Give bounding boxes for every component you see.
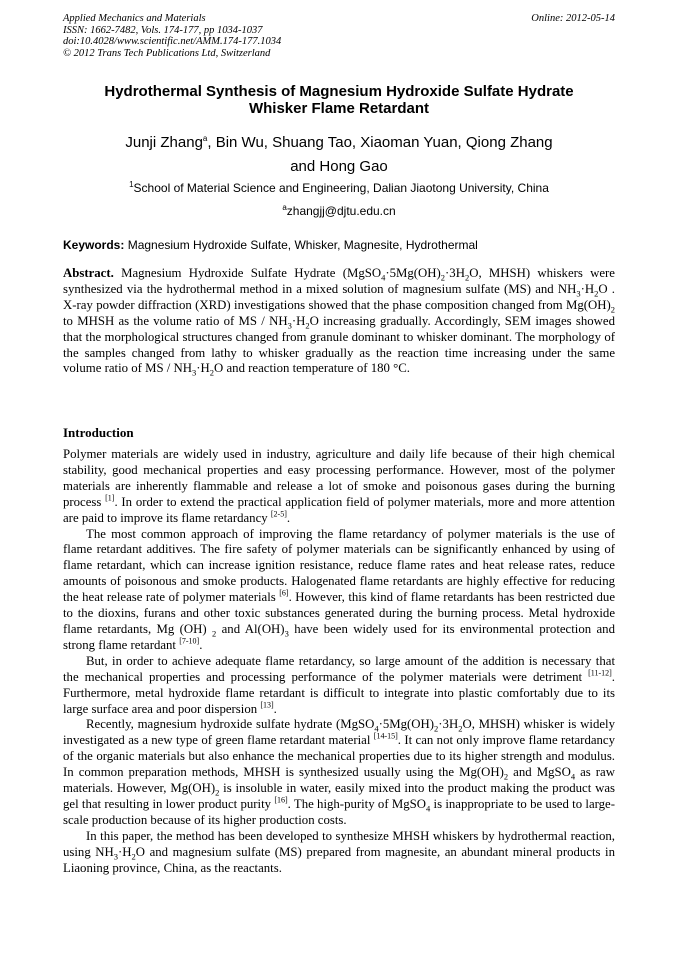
paragraph-text: ·H bbox=[118, 844, 132, 859]
affiliation bbox=[63, 181, 615, 196]
paragraph-text: . bbox=[199, 637, 203, 652]
abstract bbox=[63, 266, 615, 377]
citation: [11-12] bbox=[588, 668, 612, 678]
abstract-label: Abstract. bbox=[63, 266, 114, 280]
subscript: 2 bbox=[594, 288, 599, 299]
keywords-label: Keywords: bbox=[63, 238, 125, 252]
paragraph-text: . bbox=[273, 701, 277, 716]
abstract-text: ·H bbox=[196, 361, 210, 376]
subscript: 2 bbox=[503, 771, 509, 782]
subscript: 4 bbox=[570, 771, 576, 782]
paragraph-text: . The high-purity of MgSO bbox=[287, 796, 426, 811]
subscript: 3 bbox=[192, 367, 197, 378]
abstract-text: ·5Mg(OH) bbox=[385, 266, 441, 280]
author-affil-mark: a bbox=[202, 134, 208, 143]
paper-title bbox=[63, 83, 615, 117]
subscript: 3 bbox=[576, 288, 581, 299]
title-line-2: Whisker Flame Retardant bbox=[248, 100, 430, 117]
subscript: 2 bbox=[305, 320, 310, 331]
paragraph-4 bbox=[63, 717, 615, 828]
paragraph-text: In this paper, the method has been developed to synthesize MHSH whiskers by hydrothermal reaction, using NH bbox=[63, 828, 615, 859]
paragraph-text: have been widely used for its environmental protection and strong flame retardant bbox=[63, 621, 615, 652]
section-heading-introduction: Introduction bbox=[63, 425, 134, 440]
paragraph-text: But, in order to achieve adequate flame retardancy, so large amount of the addition is necessary that the mechanical properties and processing performance of the polymer materials were detriment bbox=[63, 653, 615, 684]
citation: [6] bbox=[279, 588, 289, 598]
abstract-text: ·H bbox=[291, 313, 306, 328]
author-list bbox=[63, 131, 615, 179]
copyright-line: © 2012 Trans Tech Publications Ltd, Switzerland bbox=[63, 47, 271, 59]
subscript: 2 bbox=[440, 272, 446, 283]
abstract-text: ·H bbox=[580, 281, 595, 296]
journal-header bbox=[63, 13, 615, 59]
subscript: 4 bbox=[381, 272, 386, 283]
subscript: 3 bbox=[287, 320, 292, 331]
subscript: 4 bbox=[374, 723, 379, 734]
abstract-text: O . X-ray powder diffraction (XRD) investigations showed that the phase composition changed from Mg(OH) bbox=[63, 281, 615, 312]
subscript: 2 bbox=[209, 367, 215, 378]
affiliation-mark: 1 bbox=[129, 180, 134, 189]
abstract-text: O, MHSH) whiskers were synthesized via the hydrothermal method in a mixed solution of magnesium sulfate (MS) and NH bbox=[63, 266, 615, 296]
title-line-1: Hydrothermal Synthesis of Magnesium Hydroxide Sulfate Hydrate bbox=[104, 83, 574, 100]
abstract-text: to MHSH as the volume ratio of MS / NH bbox=[63, 313, 288, 328]
paragraph-text: and Al(OH) bbox=[216, 621, 285, 636]
paragraph-text: O, MHSH) whisker is widely investigated as a new type of green flame retardant material bbox=[63, 717, 615, 748]
paragraph-text: . It can not only improve flame retardancy of the organic materials but also enhance the mechanical properties due to its higher strength and modulus. In common preparation methods, MHSH is synthesized usually using the Mg(OH) bbox=[63, 733, 616, 780]
citation: [1] bbox=[105, 493, 115, 503]
paragraph-text: . In order to extend the practical application field of polymer materials, more and more attention are paid to improve its flame retardancy bbox=[63, 494, 615, 525]
paragraph-text: as raw materials. However, Mg(OH) bbox=[63, 765, 615, 796]
paragraph-text: . Furthermore, metal hydroxide flame retardant is difficult to integrate into plastic comfortably due to its large surface area and poor dispersion bbox=[63, 669, 615, 716]
paragraph-text: and MgSO bbox=[508, 765, 571, 780]
subscript: 3 bbox=[284, 628, 289, 639]
online-date: Online: 2012-05-14 bbox=[531, 13, 615, 24]
paragraph-text: . However, this kind of flame retardants has been restricted due to the dioxins, furans and other toxic substances generated during the burning process. Metal hydroxide flame retardants, Mg (OH) bbox=[63, 590, 615, 636]
introduction-body bbox=[63, 447, 615, 876]
paragraph-text: . bbox=[286, 510, 291, 525]
paragraph-text: The most common approach of improving the flame retardancy of polymer materials is the use of flame retardant additives. The fire safety of polymer materials can be significantly enhanced by using of flame retardant, which can increase ignition resistance, reduce flame rates and heat release rates, reduce amounts of poisonous and smoke products. Halogenated flame retardants are highly effective for reducing the heat release rate of polymer materials bbox=[63, 526, 615, 605]
authors-line-1 bbox=[63, 131, 615, 155]
citation: [13] bbox=[260, 700, 274, 710]
subscript: 3 bbox=[113, 851, 119, 862]
paragraph-text: is inappropriate to be used to large-scale production because of its higher production costs. bbox=[63, 796, 616, 827]
paragraph-text: Polymer materials are widely used in industry, agriculture and daily life because of their high chemical stability, good mechanical properties and easy processing performance. However, most of the polymer materials are inherently flammable and release a lot of smoke and poisonous gases during the burning process bbox=[63, 447, 615, 509]
subscript: 2 bbox=[212, 628, 217, 639]
subscript: 2 bbox=[434, 723, 439, 734]
paragraph-text: O and magnesium sulfate (MS) prepared from magnesite, an abundant mineral products in Liaoning province, China, as the reactants. bbox=[63, 844, 615, 875]
paragraph-text: ·3H bbox=[438, 717, 459, 732]
subscript: 2 bbox=[215, 787, 220, 798]
authors-line-2: and Hong Gao bbox=[290, 158, 388, 175]
author-name: Junji Zhang bbox=[125, 134, 203, 151]
paragraph-text: is insoluble in water, easily mixed into the product making the product was gel that resulting in lower product purity bbox=[63, 781, 615, 811]
citation: [14-15] bbox=[373, 732, 398, 742]
subscript: 2 bbox=[610, 304, 615, 315]
abstract-text: ·3H bbox=[445, 266, 465, 280]
paragraph-5 bbox=[63, 829, 615, 877]
author-email bbox=[63, 204, 615, 219]
email-text: zhangjj@djtu.edu.cn bbox=[286, 204, 396, 218]
citation: [16] bbox=[274, 795, 288, 805]
issn-line: ISSN: 1662-7482, Vols. 174-177, pp 1034-1037 bbox=[63, 24, 263, 36]
paragraph-text: ·5Mg(OH) bbox=[378, 717, 435, 732]
paragraph-2 bbox=[63, 527, 615, 654]
abstract-text: O and reaction temperature of 180 °C. bbox=[214, 361, 410, 376]
keywords-text: Magnesium Hydroxide Sulfate, Whisker, Magnesite, Hydrothermal bbox=[124, 238, 478, 252]
subscript: 2 bbox=[131, 851, 136, 862]
author-names: , Bin Wu, Shuang Tao, Xiaoman Yuan, Qiong Zhang bbox=[207, 134, 553, 151]
keywords bbox=[63, 238, 615, 253]
abstract-text: O increasing gradually. Accordingly, SEM images showed that the morphological structures changed from granule dominant to whisker dominant. The morphology of the samples changed from lathy to whisker gradually as the reaction time increasing under the same volume ratio of MS / NH bbox=[63, 313, 615, 376]
subscript: 2 bbox=[458, 723, 463, 734]
paragraph-3 bbox=[63, 654, 615, 718]
paragraph-text: Recently, magnesium hydroxide sulfate hydrate (MgSO bbox=[86, 717, 375, 732]
email-mark: a bbox=[282, 203, 287, 212]
paragraph-1 bbox=[63, 447, 615, 527]
citation: [7-10] bbox=[179, 636, 200, 646]
subscript: 4 bbox=[426, 803, 431, 814]
subscript: 2 bbox=[464, 272, 470, 283]
journal-name: Applied Mechanics and Materials bbox=[63, 13, 206, 24]
doi-line: doi:10.4028/www.scientific.net/AMM.174-177.1034 bbox=[63, 36, 282, 47]
affiliation-text: School of Material Science and Engineering, Dalian Jiaotong University, China bbox=[133, 181, 549, 195]
abstract-text: Magnesium Hydroxide Sulfate Hydrate (MgSO bbox=[113, 266, 382, 280]
citation: [2-5] bbox=[270, 509, 287, 519]
